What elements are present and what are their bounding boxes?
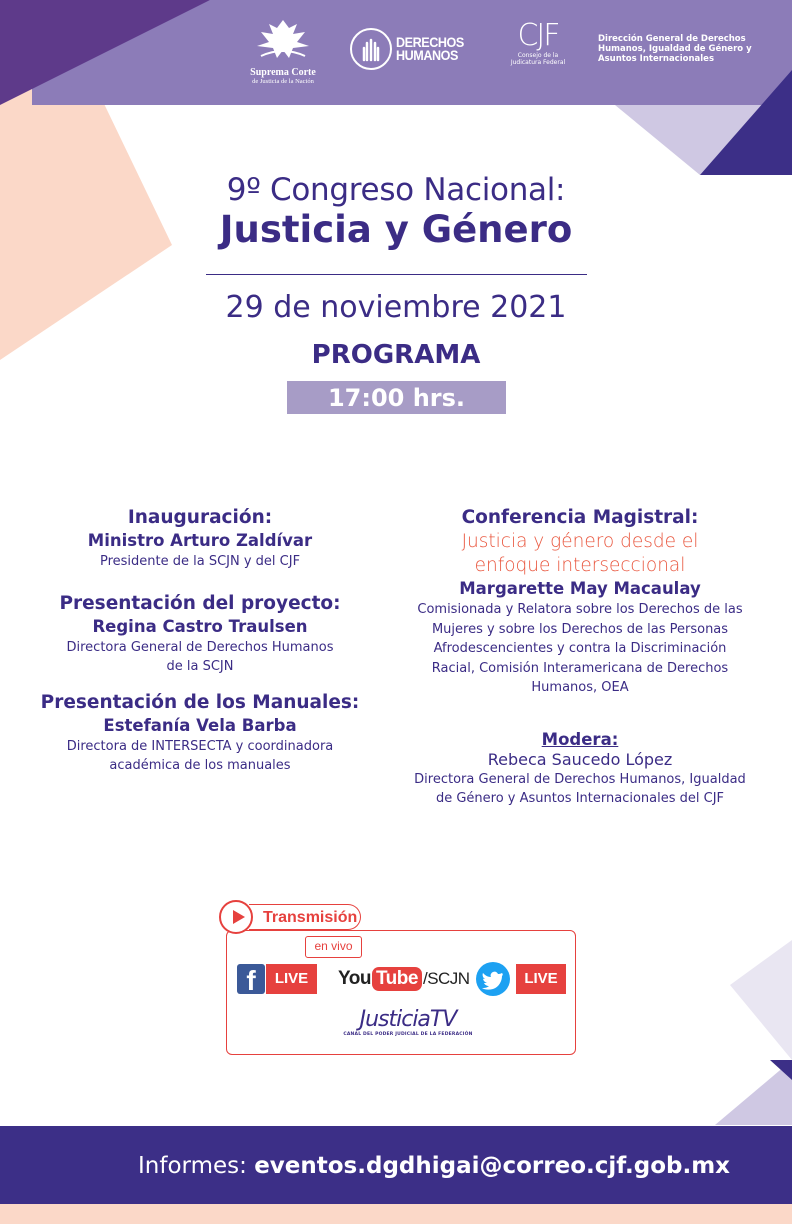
manuales-block [40,691,360,776]
scjn-subtitle: de Justicia de la Nación [252,78,314,85]
cjf-mark: CJF [517,18,559,53]
transmision-tag [217,898,363,938]
proyecto-name: Regina Castro Traulsen [92,616,308,636]
conferencia-heading: Conferencia Magistral: [461,507,699,528]
event-time: 17:00 hrs. [287,381,506,414]
justicia-tv-subtitle: CANAL DEL PODER JUDICIAL DE LA FEDERACIÓN [343,1032,473,1037]
justicia-tv-wordmark: JusticiaTV [359,1007,457,1032]
conferencia-talk-line1: Justicia y género desde el [461,531,699,552]
modera-desc2: de Género y Asuntos Internacionales del CJF [435,791,725,806]
en-vivo-label: en vivo [305,936,362,958]
conferencia-desc1: Comisionada y Relatora sobre los Derechos de las [417,602,743,617]
scjn-name: Suprema Corte [250,67,316,78]
cjf-logo [505,20,571,66]
proyecto-heading: Presentación del proyecto: [59,592,341,614]
programa-heading: PROGRAMA [311,340,481,370]
program-left-column [40,506,360,788]
manuales-desc1: Directora de INTERSECTA y coordinadora [66,738,334,754]
manuales-desc2: académica de los manuales [109,758,291,773]
modera-block [400,730,760,809]
event-title-line1: 9º Congreso Nacional: [226,172,566,208]
modera-name: Rebeca Saucedo López [487,749,673,769]
derechos-humanos-logo [350,28,471,70]
proyecto-desc2: de la SCJN [166,659,234,674]
transmision-label: Transmisión [249,904,361,930]
direccion-general-text [598,34,768,64]
title-divider [206,274,587,275]
justicia-tv-logo [338,1008,478,1037]
modera-heading: Modera: [541,729,619,749]
twitter-bird-icon[interactable] [476,962,510,996]
conferencia-desc3: Afrodescencientes y contra la Discriminación [433,641,727,656]
proyecto-block [40,592,360,677]
inauguracion-name: Ministro Arturo Zaldívar [87,531,313,550]
twitter-live-badge[interactable]: LIVE [516,964,566,994]
direccion-line3: Asuntos Internacionales [598,54,714,64]
facebook-live-badge[interactable]: LIVE [266,964,317,994]
inauguracion-heading: Inauguración: [127,507,273,528]
cjf-sub1: Consejo de la [517,52,559,59]
facebook-icon[interactable]: f [237,964,265,994]
event-title-line2: Justicia y Género [219,208,573,251]
cjf-sub2: Judicatura Federal [510,59,566,66]
program-right-column [400,506,760,821]
youtube-tube: Tube [372,967,422,991]
hands-circle-icon [350,28,392,70]
informes-text [138,1150,730,1182]
inauguracion-desc: Presidente de la SCJN y del CJF [99,554,301,569]
conferencia-desc5: Humanos, OEA [531,680,629,695]
conferencia-block [400,506,760,698]
event-date: 29 de noviembre 2021 [225,290,567,325]
eagle-emblem-icon [247,16,319,62]
dh-line2: HUMANOS [396,47,458,63]
scjn-logo [240,16,326,86]
youtube-scjn-link[interactable] [338,964,470,994]
footer-peach-strip [0,1204,792,1224]
manuales-name: Estefanía Vela Barba [103,715,297,735]
youtube-you: You [338,968,371,989]
youtube-channel: /SCJN [422,969,470,988]
proyecto-desc1: Directora General de Derechos Humanos [66,639,334,655]
direccion-line1: Dirección General de Derechos [598,34,746,44]
dh-line1: DERECHOS [396,34,464,50]
modera-desc1: Directora General de Derechos Humanos, Igualdad [414,771,746,787]
inauguracion-block [40,506,360,572]
informes-email[interactable]: eventos.dgdhigai@correo.cjf.gob.mx [254,1153,731,1179]
informes-label: Informes: [138,1153,247,1179]
conferencia-name: Margarette May Macaulay [459,579,701,598]
direccion-line2: Humanos, Igualdad de Género y [598,44,752,54]
conferencia-desc4: Racial, Comisión Interamericana de Derechos [431,660,729,676]
conferencia-desc2: Mujeres y sobre los Derechos de las Personas [431,621,729,637]
manuales-heading: Presentación de los Manuales: [40,691,360,713]
play-icon [219,900,253,934]
conferencia-talk-line2: enfoque interseccional [474,555,686,576]
